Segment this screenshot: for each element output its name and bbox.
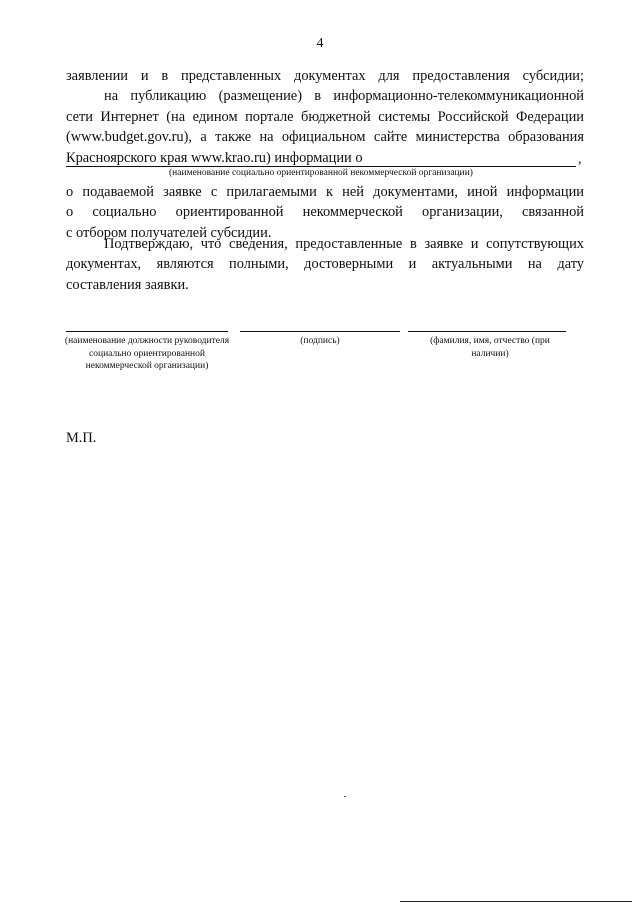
paragraph-confirm-line-2: документах, являются полными, достоверными и актуальными на дату [66, 256, 584, 273]
scan-speck [344, 796, 346, 797]
paragraph-after-line-3: с отбором получателей субсидии. [66, 224, 272, 241]
fill-line-comma: , [578, 152, 582, 167]
full-name-caption: (фамилия, имя, отчество (при наличии) [430, 336, 550, 359]
paragraph-confirm-line-1: Подтверждаю, что сведения, предоставленные в заявке и сопутствующих [104, 236, 584, 252]
paragraph-publication-line-1: на публикацию (размещение) в информационно-телекоммуникационной [104, 88, 584, 105]
stamp-label: М.П. [66, 430, 97, 446]
confirmation-text [66, 234, 584, 295]
bottom-edge-rule [400, 901, 632, 902]
paragraph-publication-line-4: Красноярского края www.krao.ru) информации о [66, 149, 363, 166]
paragraph-after-line-2: о социально ориентированной некоммерческой организации, связанной [66, 204, 584, 221]
signature-line [240, 331, 400, 332]
full-name-signature-line [408, 331, 566, 332]
position-caption: (наименование должности руководителя социально ориентированной некоммерческой организации) [64, 336, 230, 371]
paragraph-publication-line-2: сети Интернет (на едином портале бюджетной системы Российской Федерации [66, 108, 584, 125]
signature-caption: (подпись) [300, 336, 340, 346]
consent-text-top [66, 66, 584, 168]
paragraph-continuation: заявлении и в представленных документах для предоставления субсидии; [66, 68, 584, 84]
org-name-caption: (наименование социально ориентированной некоммерческой организации) [169, 168, 473, 178]
paragraph-after-line-1: о подаваемой заявке с прилагаемыми к ней документами, иной информации [66, 184, 584, 200]
position-signature-line [66, 331, 228, 332]
org-name-fill-line [66, 166, 576, 167]
paragraph-confirm-line-3: составления заявки. [66, 276, 189, 293]
paragraph-publication-line-3: (www.budget.gov.ru), а также на официальном сайте министерства образования [66, 129, 584, 146]
page-number: 4 [316, 36, 324, 51]
